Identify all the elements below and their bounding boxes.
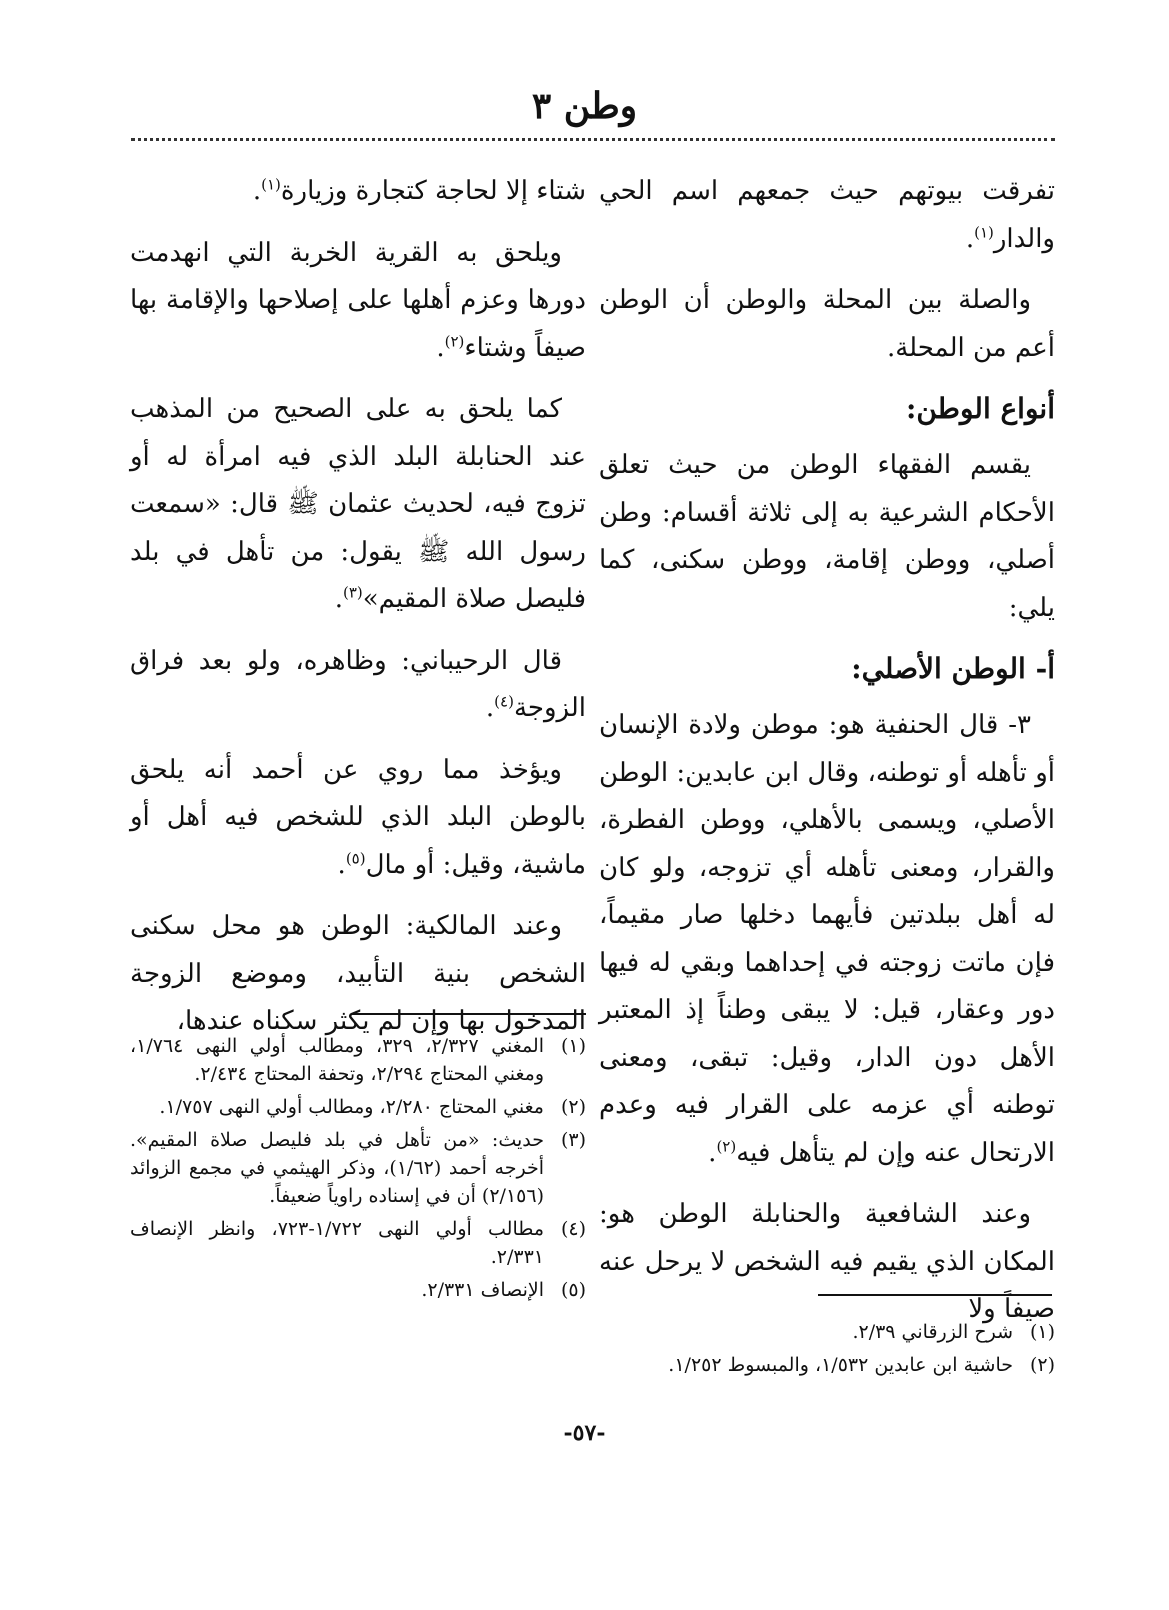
- footnote-ref[interactable]: (١): [261, 175, 281, 194]
- left-paragraph-3-text: كما يلحق به على الصحيح من المذهب عند الحنابلة البلد الذي فيه امرأة له أو تزوج فيه، لحديث عثمان ﷺ قال: «سمعت رسول الله ﷺ يقول: من تأهل في بلد فليصل صلاة المقيم»: [130, 394, 586, 614]
- right-paragraph-1: تفرقت بيوتهم حيث جمعهم اسم الحي والدار$^{(١)}$.: [599, 176, 1055, 254]
- footnotes-left: [130, 1032, 586, 1309]
- footnote-ref[interactable]: (٤): [494, 692, 514, 711]
- header-dotted-rule: [131, 138, 1055, 141]
- footnotes-right: [599, 1318, 1055, 1384]
- footnote-number: (٣): [560, 1129, 586, 1151]
- footnote-text: حاشية ابن عابدين ١/٥٣٢، والمبسوط ١/٢٥٢.: [668, 1354, 1013, 1376]
- section-heading-types: أنواع الوطن:: [906, 392, 1055, 425]
- left-paragraph-6: وعند المالكية: الوطن هو محل سكنى الشخص بنية التأبيد، وموضع الزوجة المدخول بها وإن لم يكثر سكناه عندها،: [130, 911, 586, 1036]
- footnote-text: حديث: «من تأهل في بلد فليصل صلاة المقيم». أخرجه أحمد (١/٦٢)، وذكر الهيثمي في مجمع الزوائد (٢/١٥٦) أن في إسناده راوياً ضعيفاً.: [130, 1129, 544, 1207]
- footnote-text: مطالب أولي النهى ١/٧٢٢-٧٢٣، وانظر الإنصاف ٢/٣٣١.: [130, 1218, 545, 1268]
- footnote: [130, 1276, 586, 1304]
- page-number: -٥٧-: [563, 1420, 606, 1446]
- footnote-ref[interactable]: (٥): [345, 848, 366, 867]
- footnote-ref[interactable]: (٣): [342, 583, 363, 602]
- footnote-number: (٢): [1029, 1354, 1055, 1376]
- footnote: [130, 1215, 586, 1271]
- footnote-number: (٤): [560, 1218, 586, 1240]
- footnote-text: المغني ٢/٣٢٧، ٣٢٩، ومطالب أولي النهى ١/٧٦٤، ومغني المحتاج ٢/٢٩٤، وتحفة المحتاج ٢/٤٣٤.: [130, 1035, 544, 1085]
- right-paragraph-4-text: ٣- قال الحنفية هو: موطن ولادة الإنسان أو تأهله أو توطنه، وقال ابن عابدين: الوطن الأصلي، ويسمى بالأهلي، ووطن الفطرة، والقرار، ومعنى تأهله أي تزوجه، ولو كان له أهل ببلدتين فأيهما دخلها صار مقيماً، فإن ماتت زوجته في إحداهما وبقي له فيها دور وعقار، قيل: لا يبقى وطناً إذ المعتبر الأهل دون الدار، وقيل: تبقى، ومعنى توطنه أي عزمه على القرار فيه وعدم الارتحال عنه وإن لم يتأهل فيه: [599, 710, 1055, 1168]
- left-paragraph-4-text: قال الرحيباني: وظاهره، ولو بعد فراق الزوجة: [130, 645, 586, 723]
- footnote: [130, 1126, 586, 1210]
- left-paragraph-2-text: ويلحق به القرية الخربة التي انهدمت دورها وعزم أهلها على إصلاحها والإقامة بها صيفاً وشتاء: [130, 237, 586, 363]
- footnote-number: (١): [560, 1035, 586, 1057]
- footnote-number: (١): [1029, 1321, 1055, 1343]
- left-paragraph-5: ويؤخذ مما روي عن أحمد أنه يلحق بالوطن البلد الذي للشخص فيه أهل أو ماشية، وقيل: أو مال$^{(٥)}$.: [130, 754, 586, 880]
- right-paragraph-4: ٣- قال الحنفية هو: موطن ولادة الإنسان أو تأهله أو توطنه، وقال ابن عابدين: الوطن الأصلي، ويسمى بالأهلي، ووطن الفطرة، والقرار، ومعنى تأهله أي تزوجه، ولو كان له أهل ببلدتين فأيهما دخلها صار مقيماً، فإن ماتت زوجته في إحداهما وبقي له فيها دور وعقار، قيل: لا يبقى وطناً إذ المعتبر الأهل دون الدار، وقيل: تبقى، ومعنى توطنه أي عزمه على القرار فيه وعدم الارتحال عنه وإن لم يتأهل فيه$^{(٢)}$.: [599, 710, 1055, 1168]
- right-paragraph-3: يقسم الفقهاء الوطن من حيث تعلق الأحكام الشرعية به إلى ثلاثة أقسام: وطن أصلي، ووطن إقامة، ووطن سكنى، كما يلي:: [599, 450, 1055, 623]
- footnote-ref[interactable]: (٢): [716, 1136, 737, 1155]
- footnote: [599, 1318, 1055, 1346]
- left-column: [130, 168, 586, 1060]
- left-paragraph-4: قال الرحيباني: وظاهره، ولو بعد فراق الزوجة$^{(٤)}$.: [130, 645, 586, 723]
- right-paragraph-2: والصلة بين المحلة والوطن أن الوطن أعم من المحلة.: [599, 285, 1055, 363]
- footnote: [130, 1093, 586, 1121]
- right-column: [599, 168, 1055, 1348]
- footnote-text: الإنصاف ٢/٣٣١.: [421, 1279, 544, 1301]
- left-paragraph-2: ويلحق به القرية الخربة التي انهدمت دورها وعزم أهلها على إصلاحها والإقامة بها صيفاً وشتاء$^{(٢)}$.: [130, 237, 586, 363]
- footnote-text: مغني المحتاج ٢/٢٨٠، ومطالب أولي النهى ١/٧٥٧.: [159, 1096, 544, 1118]
- footnote-text: شرح الزرقاني ٢/٣٩.: [852, 1321, 1013, 1343]
- right-paragraph-1-text: تفرقت بيوتهم حيث جمعهم اسم الحي والدار: [599, 176, 1055, 254]
- footnote-number: (٥): [560, 1279, 586, 1301]
- footnote-number: (٢): [560, 1096, 586, 1118]
- footnote: [130, 1032, 586, 1088]
- running-head: وطن ٣: [531, 85, 638, 127]
- footnote-ref[interactable]: (٢): [444, 331, 465, 350]
- footnote-ref[interactable]: (١): [974, 222, 994, 241]
- left-paragraph-1-text: شتاء إلا لحاجة كتجارة وزيارة: [280, 176, 586, 206]
- section-heading-original-homeland: أ- الوطن الأصلي:: [851, 652, 1055, 685]
- left-paragraph-3: كما يلحق به على الصحيح من المذهب عند الحنابلة البلد الذي فيه امرأة له أو تزوج فيه، لحديث عثمان ﷺ قال: «سمعت رسول الله ﷺ يقول: من تأهل في بلد فليصل صلاة المقيم»$^{(٣)}$.: [130, 394, 586, 614]
- left-paragraph-1: شتاء إلا لحاجة كتجارة وزيارة$^{(١)}$.: [252, 175, 586, 206]
- footnote-separator-right: [818, 1294, 1052, 1296]
- footnote: [599, 1351, 1055, 1379]
- left-paragraph-5-text: ويؤخذ مما روي عن أحمد أنه يلحق بالوطن البلد الذي للشخص فيه أهل أو ماشية، وقيل: أو مال: [130, 754, 586, 880]
- right-paragraph-5: وعند الشافعية والحنابلة الوطن هو: المكان الذي يقيم فيه الشخص لا يرحل عنه صيفاً ولا: [599, 1199, 1055, 1324]
- footnote-separator-left: [352, 1013, 586, 1015]
